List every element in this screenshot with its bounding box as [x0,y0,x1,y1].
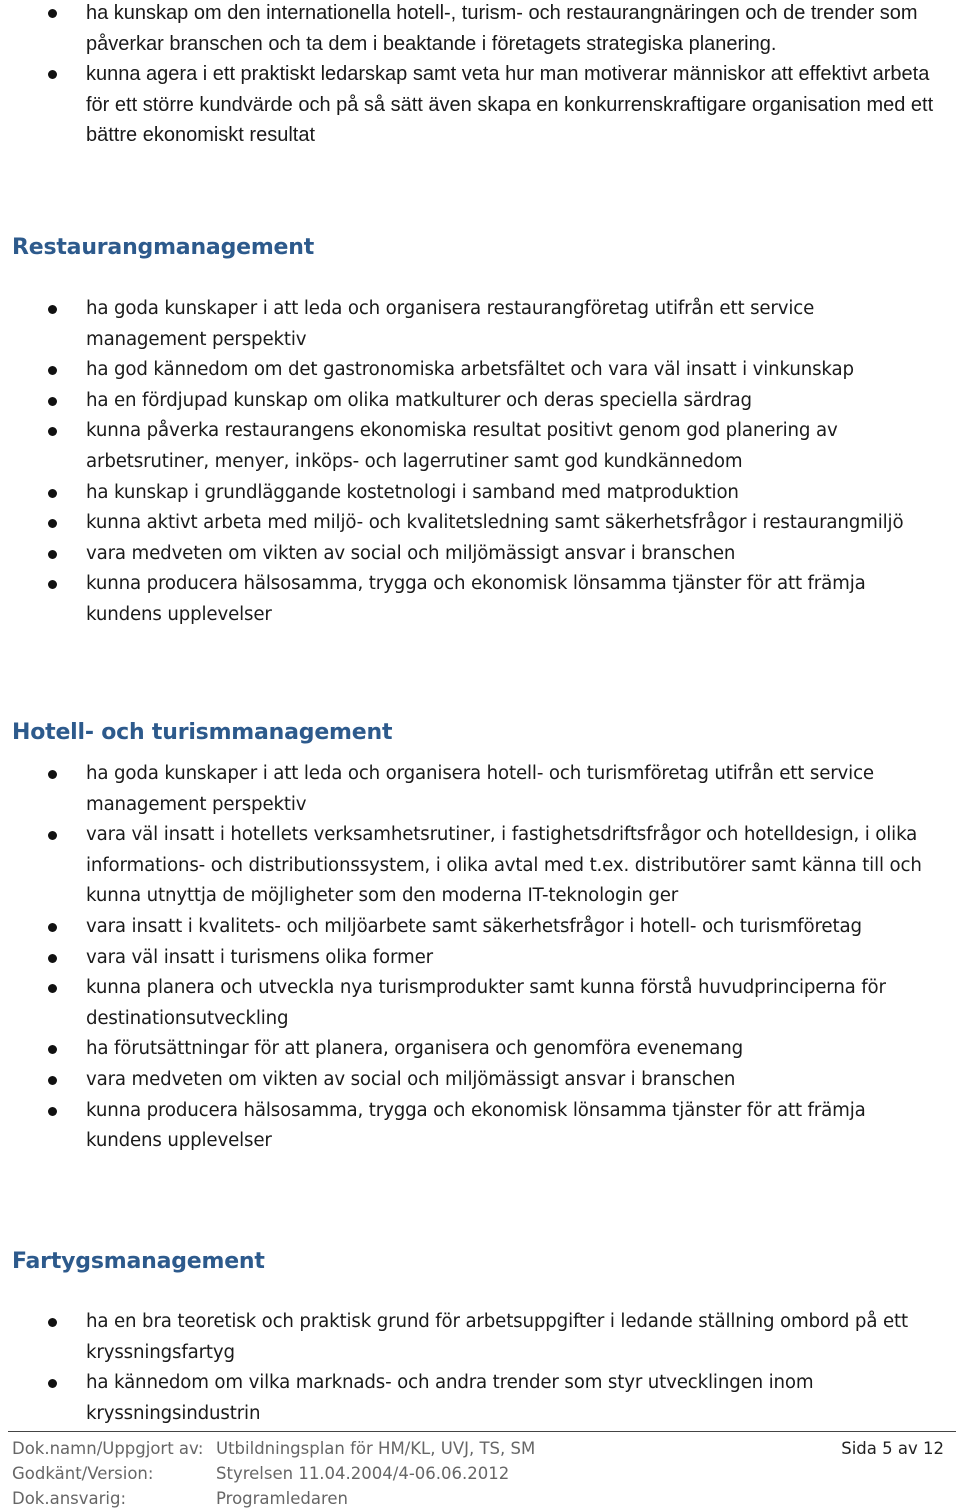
list-item-text: kunna producera hälsosamma, trygga och ekonomisk lönsamma tjänster för att främja kundens upplevelser [86,1099,866,1152]
footer-responsible-value: Programledaren [216,1489,348,1508]
list-item-text: ha en fördjupad kunskap om olika matkulturer och deras speciella särdrag [86,389,752,411]
list-item [0,416,960,477]
list-item [0,820,960,912]
hotell-bullet-list [0,759,960,1157]
bullet-icon [48,580,57,589]
list-item-text: kunna planera och utveckla nya turismprodukter samt kunna förstå huvudprinciperna för destinationsutveckling [86,977,886,1029]
list-item [0,1034,960,1065]
bullet-icon [48,550,57,559]
list-item [0,0,960,59]
list-item-text: ha förutsättningar för att planera, organisera och genomföra evenemang [86,1038,744,1060]
bullet-icon [48,9,57,18]
bullet-icon [48,397,57,406]
bullet-icon [48,366,57,375]
bullet-icon [48,831,57,840]
list-item-text: vara väl insatt i turismens olika former [86,946,433,968]
list-item-text: ha goda kunskaper i att leda och organisera hotell- och turismföretag utifrån ett service management perspektiv [86,763,874,815]
footer-row-responsible [12,1486,944,1511]
list-item [0,1307,960,1368]
list-item-text: ha en bra teoretisk och praktisk grund för arbetsuppgifter i ledande ställning ombord på ett kryssningsfartyg [86,1311,908,1363]
bullet-icon [48,427,57,436]
list-item [0,943,960,974]
footer-approved-value: Styrelsen 11.04.2004/4-06.06.2012 [216,1464,510,1483]
bullet-icon [48,1318,57,1327]
list-item-text: vara medveten om vikten av social och miljömässigt ansvar i branschen [86,1068,736,1090]
list-item-text: vara insatt i kvalitets- och miljöarbete samt säkerhetsfrågor i hotell- och turismföretag [86,915,862,937]
bullet-icon [48,70,57,79]
bullet-icon [48,519,57,528]
list-item [0,59,960,151]
list-item [0,973,960,1034]
list-item [0,1368,960,1429]
list-item [0,508,960,539]
footer-responsible-label: Dok.ansvarig: [12,1489,127,1508]
list-item-text: ha goda kunskaper i att leda och organisera restaurangföretag utifrån ett service management perspektiv [86,298,815,350]
footer-row-approved [12,1461,944,1486]
footer-divider [8,1431,956,1432]
list-item [0,539,960,570]
list-item-text: kunna aktivt arbeta med miljö- och kvalitetsledning samt säkerhetsfrågor i restaurangmiljö [86,512,904,534]
list-item [0,759,960,820]
page-footer [12,1436,944,1511]
bullet-icon [48,1076,57,1085]
bullet-icon [48,305,57,314]
list-item-text: ha god kännedom om det gastronomiska arbetsfältet och vara väl insatt i vinkunskap [86,359,854,381]
list-item [0,478,960,509]
list-item [0,294,960,355]
footer-doc-value: Utbildningsplan för HM/KL, UVJ, TS, SM [216,1439,536,1458]
footer-row-document [12,1436,944,1461]
fartyg-bullet-list [0,1307,960,1429]
list-item-text: ha kännedom om vilka marknads- och andra trender som styr utvecklingen inom kryssningsindustrin [86,1372,814,1424]
bullet-icon [48,984,57,993]
list-item-text: kunna agera i ett praktiskt ledarskap samt veta hur man motiverar människor att effektivt arbeta för ett större kundvärde och på så sätt även skapa en konkurrenskraftigare organisation med ett bättre ekonomiskt resultat [86,63,934,146]
list-item [0,386,960,417]
footer-approved-label: Godkänt/Version: [12,1464,154,1483]
list-item-text: kunna påverka restaurangens ekonomiska resultat positivt genom god planering av arbetsrutiner, menyer, inköps- och lagerrutiner samt god kundkännedom [86,420,838,472]
page-number: Sida 5 av 12 [841,1439,944,1458]
bullet-icon [48,1379,57,1388]
bullet-icon [48,489,57,498]
bullet-icon [48,954,57,963]
list-item [0,1096,960,1157]
list-item-text: kunna producera hälsosamma, trygga och ekonomisk lönsamma tjänster för att främja kundens upplevelser [86,573,866,625]
list-item [0,569,960,630]
bullet-icon [48,770,57,779]
intro-bullet-list [0,0,960,151]
footer-doc-label: Dok.namn/Uppgjort av: [12,1439,204,1458]
restaurang-bullet-list [0,294,960,631]
bullet-icon [48,1045,57,1054]
bullet-icon [48,923,57,932]
section-heading-hotell: Hotell- och turismmanagement [12,720,393,745]
section-heading-restaurang: Restaurangmanagement [12,235,315,260]
list-item-text: ha kunskap om den internationella hotell-, turism- och restaurangnäringen och de trender som påverkar branschen och ta dem i beaktande i företagets strategiska planering. [86,2,918,55]
bullet-icon [48,1107,57,1116]
list-item-text: ha kunskap i grundläggande kostetnologi i samband med matproduktion [86,481,739,503]
section-heading-fartyg: Fartygsmanagement [12,1249,265,1274]
list-item-text: vara medveten om vikten av social och miljömässigt ansvar i branschen [86,542,736,564]
list-item-text: vara väl insatt i hotellets verksamhetsrutiner, i fastighetsdriftsfrågor och hotelldesign, i olika informations- och distributionssystem, i olika avtal med t.ex. distributörer samt känna till och kunna utnyttja de möjligheter som den moderna IT-teknologin ger [86,824,922,907]
list-item [0,355,960,386]
list-item [0,1065,960,1096]
list-item [0,912,960,943]
